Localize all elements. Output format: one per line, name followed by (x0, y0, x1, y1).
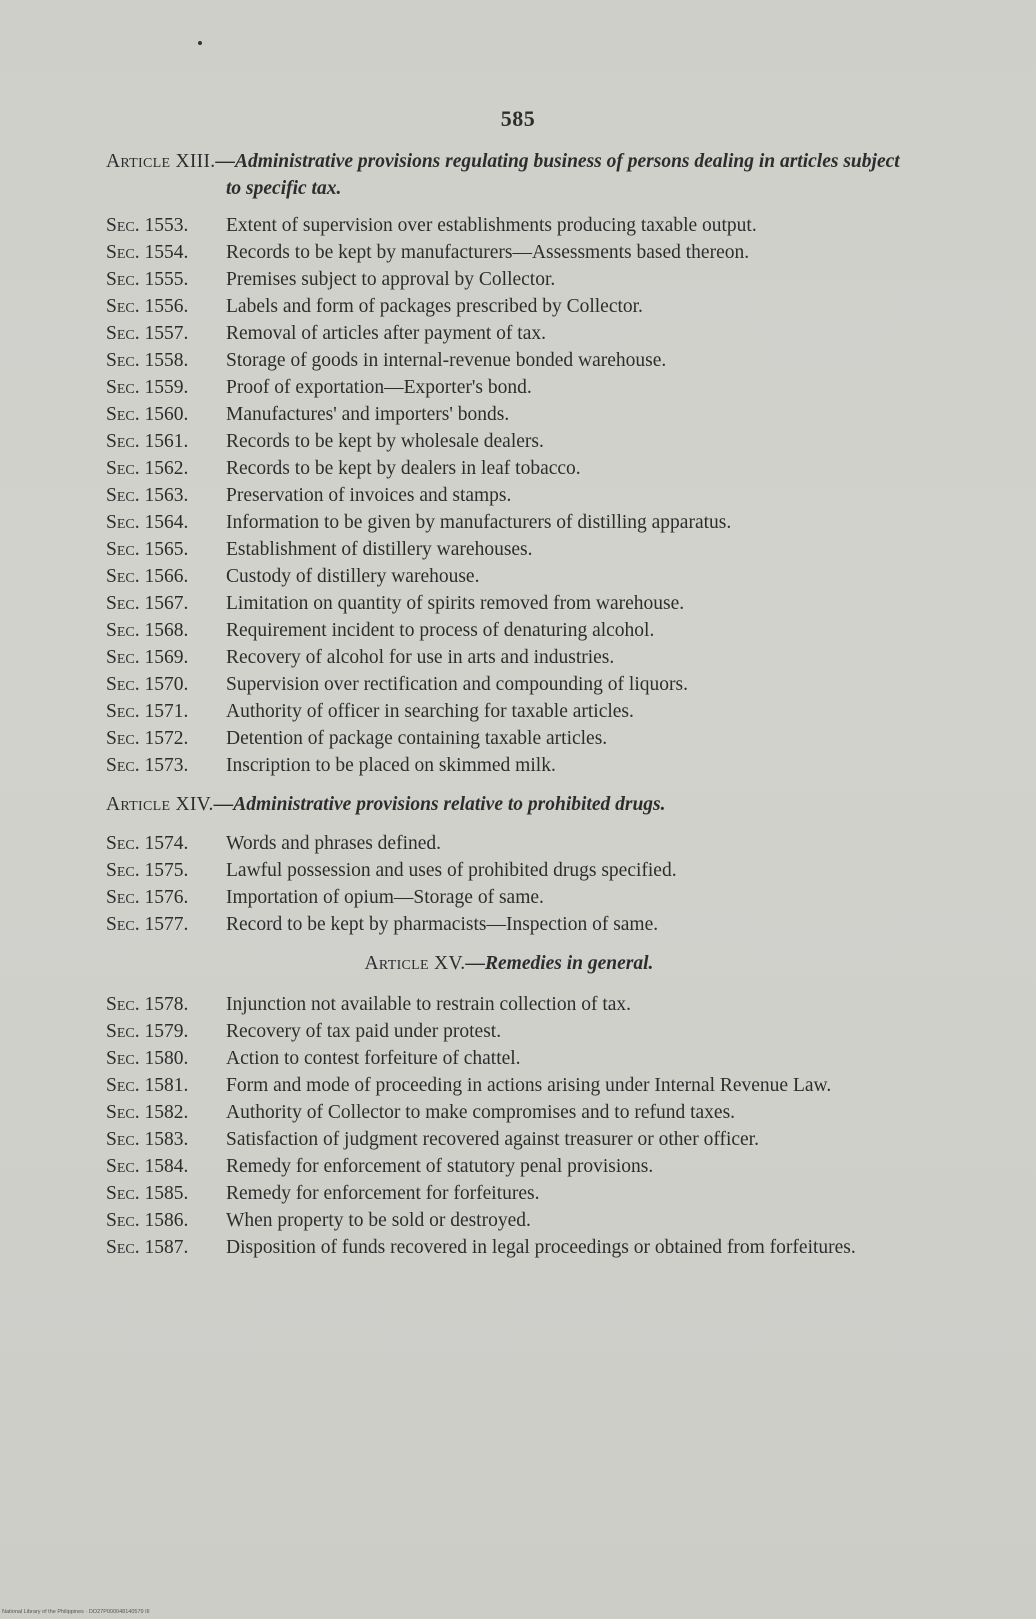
section-title: Records to be kept by dealers in leaf tobacco. (226, 458, 581, 479)
section-title: Detention of package containing taxable articles. (226, 728, 608, 749)
section-num: 1569. (144, 647, 189, 668)
section-abbrev: Sec. (106, 994, 140, 1015)
section-entry (106, 266, 912, 293)
article-title: —Administrative provisions relative to prohibited drugs. (213, 794, 666, 815)
section-abbrev: Sec. (106, 593, 140, 614)
section-num: 1562. (144, 458, 189, 479)
section-abbrev: Sec. (106, 755, 140, 776)
section-title: Importation of opium—Storage of same. (226, 887, 544, 908)
section-num: 1560. (144, 404, 189, 425)
section-entry (106, 401, 912, 428)
section-num: 1575. (144, 860, 189, 881)
section-number (106, 347, 226, 374)
section-number (106, 857, 226, 884)
section-entry (106, 239, 912, 266)
section-entry (106, 725, 912, 752)
section-num: 1556. (144, 296, 189, 317)
section-abbrev: Sec. (106, 269, 140, 290)
section-abbrev: Sec. (106, 404, 140, 425)
section-number (106, 698, 226, 725)
ink-speck (198, 41, 202, 45)
section-number (106, 884, 226, 911)
section-entry (106, 1153, 912, 1180)
article-xiii-heading (106, 148, 912, 202)
section-num: 1570. (144, 674, 189, 695)
section-number (106, 590, 226, 617)
section-title: Authority of Collector to make compromises and to refund taxes. (226, 1102, 736, 1123)
section-number (106, 1099, 226, 1126)
section-abbrev: Sec. (106, 833, 140, 854)
section-number (106, 266, 226, 293)
section-entry (106, 830, 912, 857)
section-number (106, 1234, 226, 1261)
section-title: Premises subject to approval by Collector. (226, 269, 556, 290)
section-entry (106, 212, 912, 239)
article-label: Article XIV. (106, 794, 214, 815)
section-title: Lawful possession and uses of prohibited drugs specified. (226, 860, 677, 881)
section-num: 1583. (144, 1129, 189, 1150)
section-num: 1580. (144, 1048, 189, 1069)
section-abbrev: Sec. (106, 1237, 140, 1258)
section-title: Removal of articles after payment of tax. (226, 323, 546, 344)
section-abbrev: Sec. (106, 1075, 140, 1096)
section-abbrev: Sec. (106, 1102, 140, 1123)
section-abbrev: Sec. (106, 539, 140, 560)
section-abbrev: Sec. (106, 620, 140, 641)
article-label: Article XIII. (106, 151, 216, 172)
section-abbrev: Sec. (106, 1021, 140, 1042)
section-number (106, 1180, 226, 1207)
section-title: Supervision over rectification and compounding of liquors. (226, 674, 688, 695)
section-number (106, 293, 226, 320)
section-abbrev: Sec. (106, 215, 140, 236)
section-num: 1573. (144, 755, 189, 776)
page-number: 585 (500, 106, 536, 131)
section-number (106, 752, 226, 779)
section-title: Custody of distillery warehouse. (226, 566, 480, 587)
section-number (106, 563, 226, 590)
section-abbrev: Sec. (106, 1129, 140, 1150)
section-title: Injunction not available to restrain collection of tax. (226, 994, 632, 1015)
section-title: Inscription to be placed on skimmed milk. (226, 755, 556, 776)
section-title: Preservation of invoices and stamps. (226, 485, 512, 506)
section-abbrev: Sec. (106, 1048, 140, 1069)
section-entry (106, 1180, 912, 1207)
section-num: 1578. (144, 994, 189, 1015)
section-entry (106, 590, 912, 617)
section-title: Extent of supervision over establishments producing taxable output. (226, 215, 757, 236)
section-entry (106, 1099, 912, 1126)
section-title: Recovery of alcohol for use in arts and industries. (226, 647, 615, 668)
section-entry (106, 1234, 912, 1261)
section-number (106, 1018, 226, 1045)
section-title: Requirement incident to process of denaturing alcohol. (226, 620, 655, 641)
section-entry (106, 374, 912, 401)
section-entry (106, 698, 912, 725)
section-entry (106, 617, 912, 644)
section-abbrev: Sec. (106, 728, 140, 749)
section-abbrev: Sec. (106, 242, 140, 263)
section-number (106, 212, 226, 239)
section-entry (106, 1018, 912, 1045)
section-entry (106, 1126, 912, 1153)
article-label: Article XV. (364, 953, 466, 974)
section-title: Recovery of tax paid under protest. (226, 1021, 502, 1042)
section-number (106, 725, 226, 752)
section-abbrev: Sec. (106, 485, 140, 506)
section-num: 1568. (144, 620, 189, 641)
section-number (106, 536, 226, 563)
section-title: Satisfaction of judgment recovered against treasurer or other officer. (226, 1129, 759, 1150)
section-num: 1582. (144, 1102, 189, 1123)
section-num: 1586. (144, 1210, 189, 1231)
section-number (106, 617, 226, 644)
section-num: 1572. (144, 728, 189, 749)
section-title: Remedy for enforcement for forfeitures. (226, 1183, 540, 1204)
section-title: Words and phrases defined. (226, 833, 442, 854)
section-num: 1574. (144, 833, 189, 854)
section-entry (106, 1072, 912, 1099)
section-number (106, 320, 226, 347)
section-abbrev: Sec. (106, 431, 140, 452)
table-of-contents (106, 148, 912, 1261)
section-number (106, 239, 226, 266)
section-title: Labels and form of packages prescribed by Collector. (226, 296, 643, 317)
section-title: Authority of officer in searching for taxable articles. (226, 701, 634, 722)
section-entry (106, 857, 912, 884)
section-abbrev: Sec. (106, 701, 140, 722)
section-number (106, 644, 226, 671)
section-entry (106, 509, 912, 536)
section-number (106, 509, 226, 536)
section-abbrev: Sec. (106, 350, 140, 371)
section-entry (106, 320, 912, 347)
section-abbrev: Sec. (106, 566, 140, 587)
section-number (106, 428, 226, 455)
section-title: Information to be given by manufacturers of distilling apparatus. (226, 512, 732, 533)
section-num: 1563. (144, 485, 189, 506)
section-title: Establishment of distillery warehouses. (226, 539, 533, 560)
section-number (106, 830, 226, 857)
section-entry (106, 347, 912, 374)
article-title: —Remedies in general. (465, 953, 654, 974)
section-num: 1554. (144, 242, 189, 263)
section-entry (106, 991, 912, 1018)
section-num: 1579. (144, 1021, 189, 1042)
section-title: Records to be kept by wholesale dealers. (226, 431, 544, 452)
article-xiv-heading (106, 791, 912, 818)
section-title: Action to contest forfeiture of chattel. (226, 1048, 521, 1069)
section-number (106, 1207, 226, 1234)
section-entry (106, 671, 912, 698)
section-number (106, 482, 226, 509)
section-num: 1576. (144, 887, 189, 908)
section-entry (106, 1207, 912, 1234)
section-title: Storage of goods in internal-revenue bonded warehouse. (226, 350, 667, 371)
section-entry (106, 482, 912, 509)
section-entry (106, 428, 912, 455)
section-number (106, 1072, 226, 1099)
article-xv-heading (106, 950, 912, 977)
section-num: 1557. (144, 323, 189, 344)
section-number (106, 911, 226, 938)
section-num: 1567. (144, 593, 189, 614)
section-title: Form and mode of proceeding in actions arising under Internal Revenue Law. (226, 1075, 832, 1096)
section-entry (106, 884, 912, 911)
section-number (106, 401, 226, 428)
section-title: Record to be kept by pharmacists—Inspection of same. (226, 914, 659, 935)
section-number (106, 1045, 226, 1072)
article-title: —Administrative provisions regulating business of persons dealing in articles subject to specific tax. (215, 151, 900, 199)
section-abbrev: Sec. (106, 323, 140, 344)
section-abbrev: Sec. (106, 1210, 140, 1231)
section-entry (106, 293, 912, 320)
library-footer: National Library of the Philippines · DO27P000048140579 III (2, 1609, 150, 1615)
section-abbrev: Sec. (106, 887, 140, 908)
section-title: Remedy for enforcement of statutory penal provisions. (226, 1156, 654, 1177)
section-num: 1555. (144, 269, 189, 290)
section-abbrev: Sec. (106, 914, 140, 935)
section-entry (106, 563, 912, 590)
section-number (106, 374, 226, 401)
section-abbrev: Sec. (106, 1183, 140, 1204)
section-number (106, 455, 226, 482)
section-number (106, 1126, 226, 1153)
section-list-xv (106, 991, 912, 1261)
section-num: 1584. (144, 1156, 189, 1177)
section-entry (106, 911, 912, 938)
section-number (106, 991, 226, 1018)
section-title: Proof of exportation—Exporter's bond. (226, 377, 532, 398)
section-num: 1577. (144, 914, 189, 935)
section-abbrev: Sec. (106, 1156, 140, 1177)
section-num: 1566. (144, 566, 189, 587)
section-entry (106, 1045, 912, 1072)
section-num: 1559. (144, 377, 189, 398)
section-num: 1558. (144, 350, 189, 371)
section-title: Limitation on quantity of spirits removed from warehouse. (226, 593, 685, 614)
section-title: Records to be kept by manufacturers—Assessments based thereon. (226, 242, 750, 263)
section-abbrev: Sec. (106, 512, 140, 533)
section-entry (106, 644, 912, 671)
section-list-xiii (106, 212, 912, 779)
section-entry (106, 536, 912, 563)
section-num: 1585. (144, 1183, 189, 1204)
section-entry (106, 455, 912, 482)
section-num: 1571. (144, 701, 189, 722)
section-num: 1561. (144, 431, 189, 452)
section-abbrev: Sec. (106, 458, 140, 479)
section-num: 1587. (144, 1237, 189, 1258)
section-title: When property to be sold or destroyed. (226, 1210, 531, 1231)
section-abbrev: Sec. (106, 377, 140, 398)
section-list-xiv (106, 830, 912, 938)
section-abbrev: Sec. (106, 674, 140, 695)
section-abbrev: Sec. (106, 647, 140, 668)
section-num: 1581. (144, 1075, 189, 1096)
section-num: 1565. (144, 539, 189, 560)
section-abbrev: Sec. (106, 860, 140, 881)
section-abbrev: Sec. (106, 296, 140, 317)
section-num: 1564. (144, 512, 189, 533)
section-num: 1553. (144, 215, 189, 236)
section-number (106, 1153, 226, 1180)
section-number (106, 671, 226, 698)
section-entry (106, 752, 912, 779)
section-title: Manufactures' and importers' bonds. (226, 404, 510, 425)
section-title: Disposition of funds recovered in legal proceedings or obtained from forfeitures. (226, 1237, 856, 1258)
